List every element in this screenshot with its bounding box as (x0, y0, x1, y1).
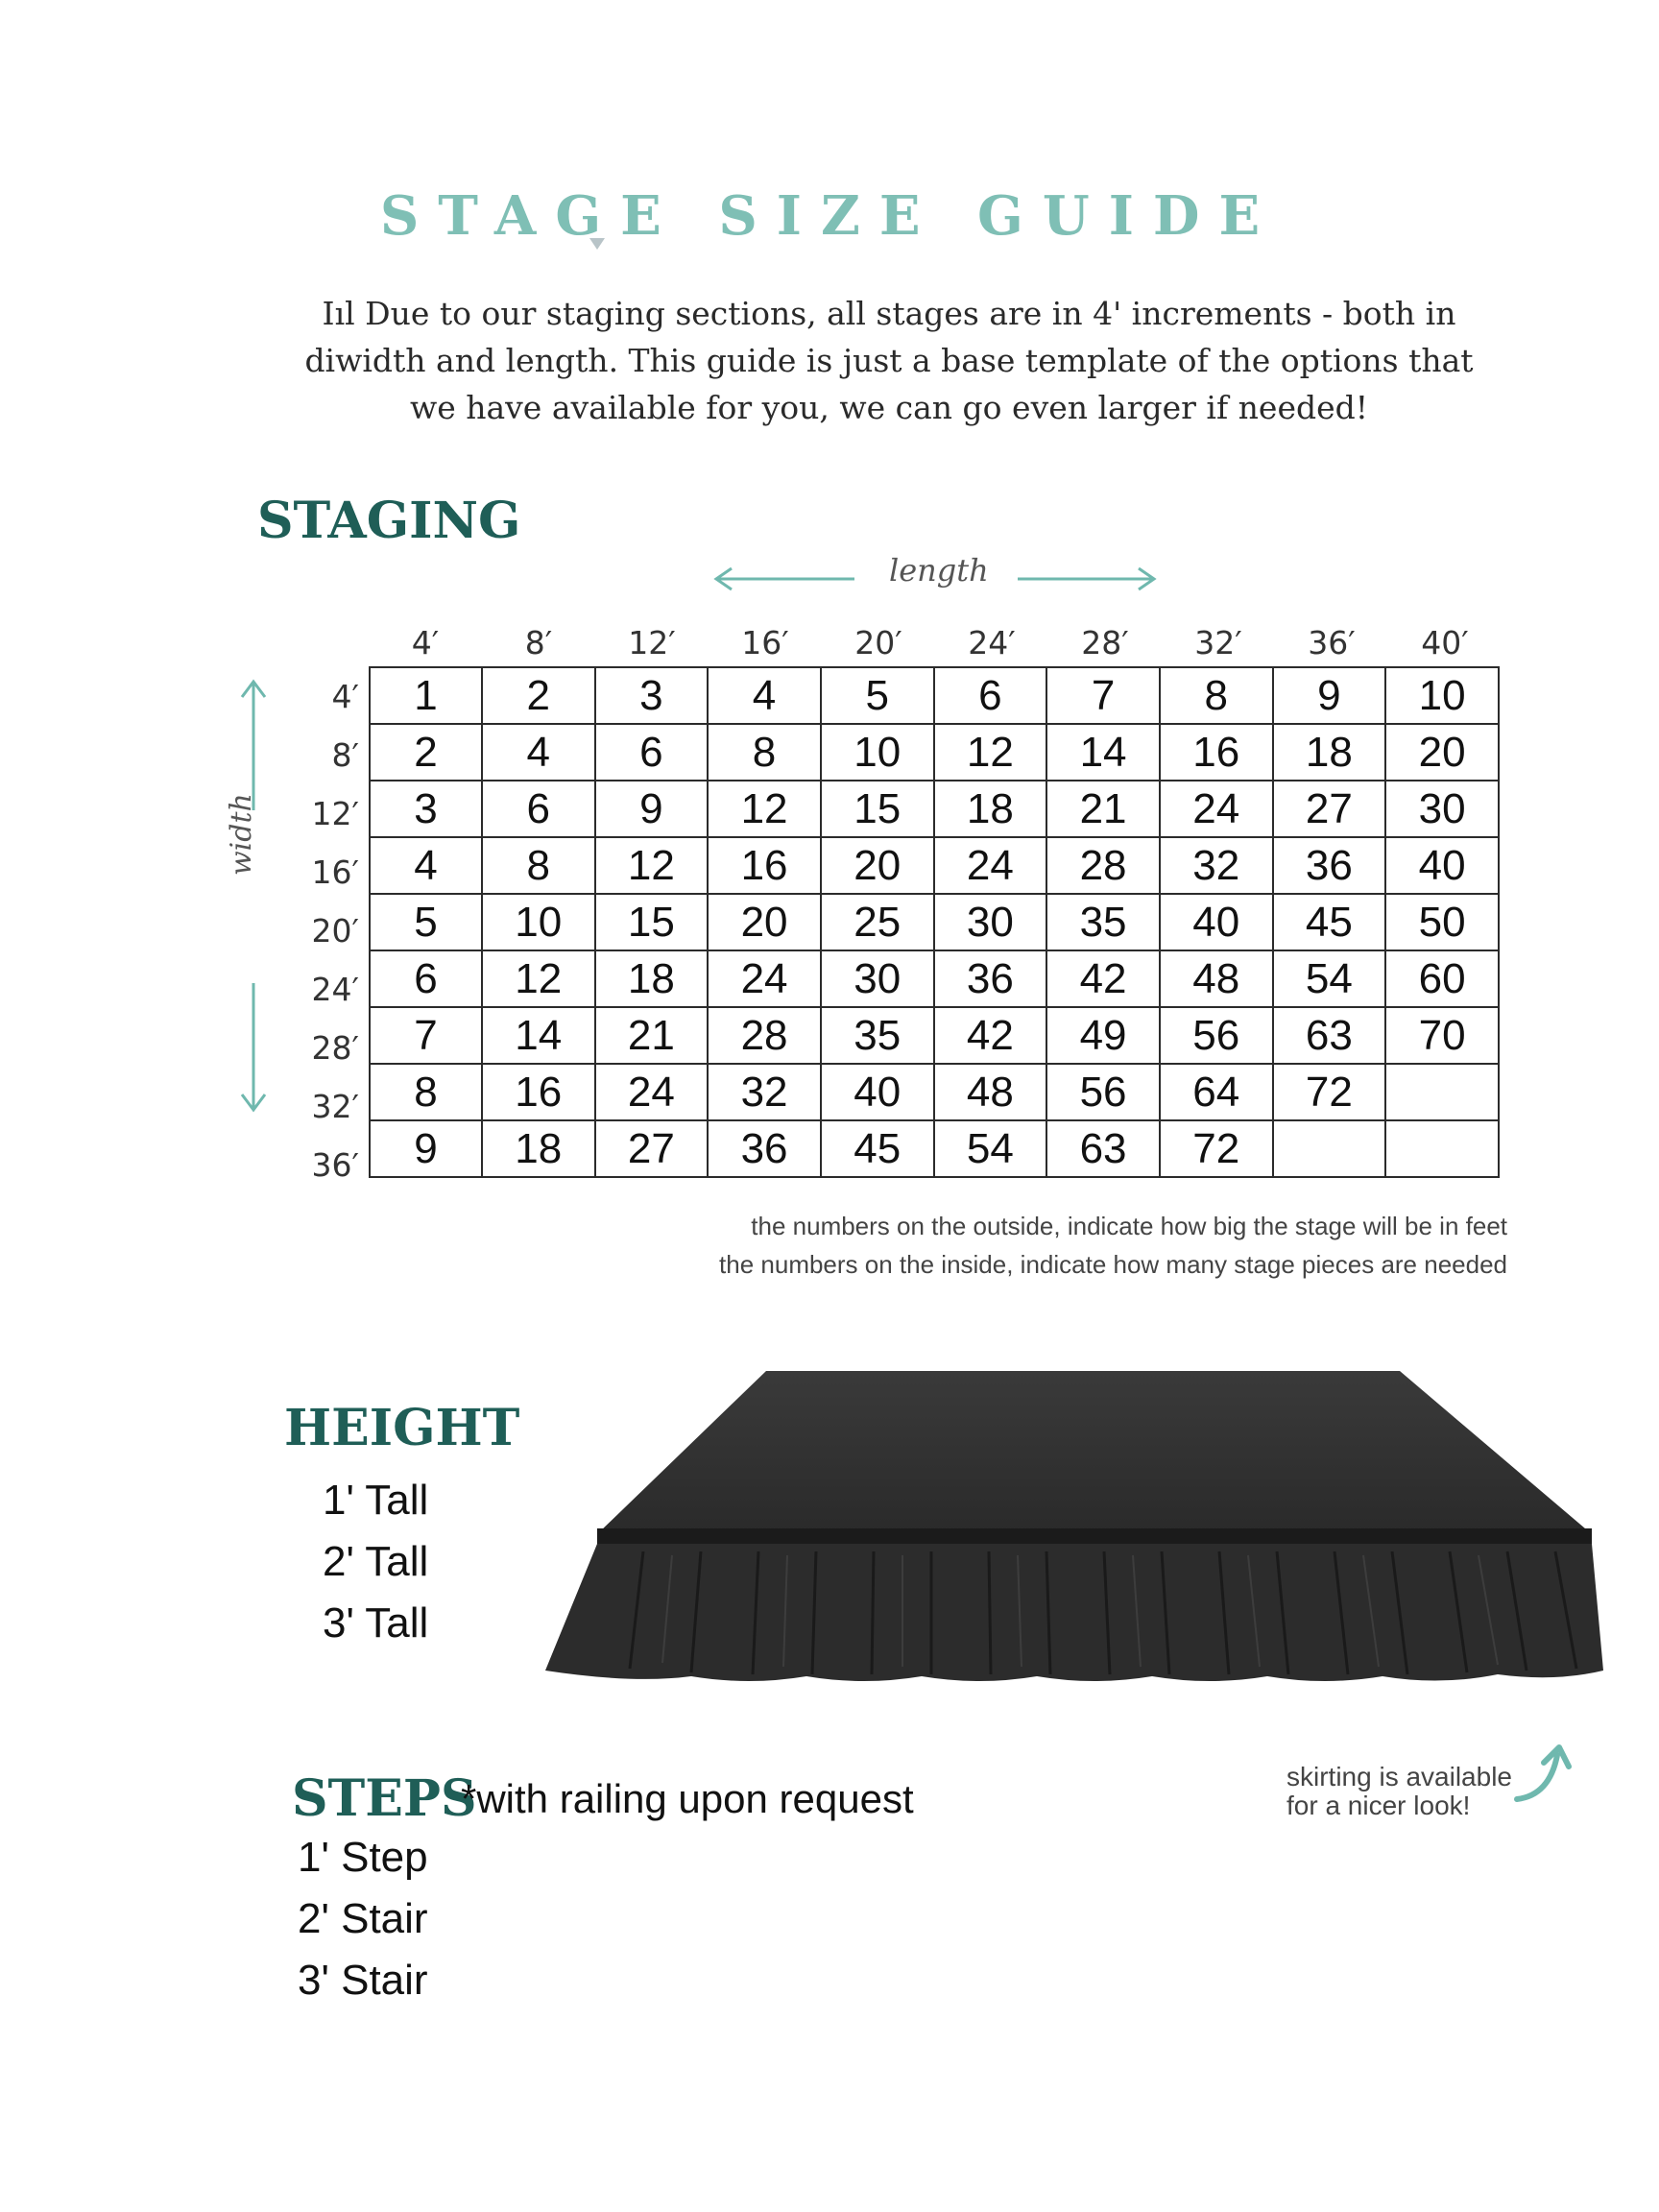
note-outside: the numbers on the outside, indicate how big the stage will be in feet (751, 1212, 1507, 1240)
table-row (370, 724, 1499, 781)
height-item: 1' Tall (323, 1477, 429, 1524)
table-row (370, 894, 1499, 950)
table-cell: 49 (1046, 1007, 1160, 1064)
table-cell: 24 (1160, 781, 1273, 837)
table-row (370, 781, 1499, 837)
table-cell: 24 (934, 837, 1047, 894)
row-label: 12′ (311, 795, 359, 832)
table-cell: 24 (595, 1064, 709, 1120)
table-cell: 18 (1273, 724, 1386, 781)
table-cell: 20 (708, 894, 821, 950)
table-cell (1273, 1120, 1386, 1177)
table-cell: 35 (821, 1007, 934, 1064)
table-cell: 54 (1273, 950, 1386, 1007)
column-label: 28′ (1081, 624, 1129, 661)
column-label: 32′ (1194, 624, 1242, 661)
row-label: 36′ (311, 1146, 359, 1184)
length-label: length (889, 552, 989, 589)
row-label: 32′ (311, 1088, 359, 1125)
table-cell: 50 (1385, 894, 1499, 950)
curved-arrow-icon (1509, 1740, 1576, 1807)
table-cell: 10 (1385, 667, 1499, 724)
width-label: width (225, 793, 258, 876)
table-cell: 8 (370, 1064, 482, 1120)
staging-heading: STAGING (257, 492, 521, 550)
column-label: 20′ (854, 624, 902, 661)
table-cell: 15 (595, 894, 709, 950)
table-cell: 6 (482, 781, 595, 837)
table-cell: 60 (1385, 950, 1499, 1007)
table-cell: 45 (1273, 894, 1386, 950)
table-cell: 72 (1273, 1064, 1386, 1120)
table-cell: 20 (1385, 724, 1499, 781)
table-row (370, 1120, 1499, 1177)
table-cell: 16 (1160, 724, 1273, 781)
row-label: 8′ (331, 736, 359, 774)
table-cell: 12 (934, 724, 1047, 781)
table-cell: 27 (1273, 781, 1386, 837)
table-cell: 40 (1160, 894, 1273, 950)
table-cell: 63 (1046, 1120, 1160, 1177)
row-label: 16′ (311, 854, 359, 891)
table-cell: 21 (595, 1007, 709, 1064)
table-cell: 3 (595, 667, 709, 724)
table-cell: 4 (482, 724, 595, 781)
height-item: 2' Tall (323, 1538, 429, 1585)
table-cell: 15 (821, 781, 934, 837)
skirting-note-line: skirting is available (1286, 1762, 1512, 1791)
table-cell: 9 (1273, 667, 1386, 724)
table-cell: 36 (1273, 837, 1386, 894)
steps-item: 2' Stair (298, 1895, 428, 1942)
table-cell: 18 (482, 1120, 595, 1177)
table-cell: 12 (595, 837, 709, 894)
table-cell: 30 (1385, 781, 1499, 837)
table-cell: 3 (370, 781, 482, 837)
table-cell: 2 (370, 724, 482, 781)
steps-item: 1' Step (298, 1834, 428, 1881)
skirting-note (1286, 1763, 1512, 1820)
table-row (370, 837, 1499, 894)
table-cell: 25 (821, 894, 934, 950)
table-cell: 4 (370, 837, 482, 894)
table-cell: 12 (482, 950, 595, 1007)
intro-text: Iıl Due to our staging sections, all stages are in 4' increments - both in diwidth and length. This guide is just a base template of the options that we have available for you, we can go even larger if needed! (304, 295, 1474, 426)
table-cell: 8 (1160, 667, 1273, 724)
column-label: 16′ (741, 624, 789, 661)
stage-size-table (369, 666, 1500, 1178)
table-cell: 5 (821, 667, 934, 724)
table-cell: 30 (934, 894, 1047, 950)
table-cell: 56 (1046, 1064, 1160, 1120)
table-cell: 8 (482, 837, 595, 894)
table-cell: 20 (821, 837, 934, 894)
column-label: 12′ (628, 624, 676, 661)
table-cell: 5 (370, 894, 482, 950)
table-cell: 9 (370, 1120, 482, 1177)
caret-down-icon (589, 238, 605, 250)
table-cell: 7 (370, 1007, 482, 1064)
table-row (370, 950, 1499, 1007)
table-cell: 42 (934, 1007, 1047, 1064)
table-cell (1385, 1120, 1499, 1177)
table-cell: 42 (1046, 950, 1160, 1007)
table-cell: 1 (370, 667, 482, 724)
column-label: 40′ (1421, 624, 1469, 661)
table-row (370, 667, 1499, 724)
table-cell: 32 (1160, 837, 1273, 894)
table-cell: 36 (934, 950, 1047, 1007)
table-cell: 4 (708, 667, 821, 724)
steps-item: 3' Stair (298, 1957, 428, 2004)
table-cell: 10 (482, 894, 595, 950)
table-row (370, 1064, 1499, 1120)
table-cell: 45 (821, 1120, 934, 1177)
table-cell: 6 (934, 667, 1047, 724)
row-label: 24′ (311, 971, 359, 1008)
column-label: 24′ (968, 624, 1016, 661)
column-label: 8′ (524, 624, 553, 661)
table-cell: 40 (821, 1064, 934, 1120)
table-cell: 36 (708, 1120, 821, 1177)
height-heading: HEIGHT (284, 1399, 520, 1457)
page-title: STAGE SIZE GUIDE (379, 184, 1280, 248)
table-cell: 8 (708, 724, 821, 781)
table-cell: 12 (708, 781, 821, 837)
table-cell: 2 (482, 667, 595, 724)
table-cell: 7 (1046, 667, 1160, 724)
table-cell: 21 (1046, 781, 1160, 837)
table-cell: 56 (1160, 1007, 1273, 1064)
table-cell: 10 (821, 724, 934, 781)
table-cell: 63 (1273, 1007, 1386, 1064)
table-cell: 27 (595, 1120, 709, 1177)
steps-heading: STEPS (292, 1769, 477, 1828)
table-cell: 70 (1385, 1007, 1499, 1064)
table-cell: 6 (595, 724, 709, 781)
table-cell: 64 (1160, 1064, 1273, 1120)
table-cell: 14 (482, 1007, 595, 1064)
skirting-note-line: for a nicer look! (1286, 1791, 1471, 1820)
row-label: 28′ (311, 1029, 359, 1067)
table-cell: 24 (708, 950, 821, 1007)
stage-illustration (538, 1363, 1623, 1728)
row-label: 20′ (311, 912, 359, 950)
steps-railing-note: *with railing upon request (461, 1776, 914, 1821)
column-label: 4′ (411, 624, 440, 661)
table-cell: 40 (1385, 837, 1499, 894)
table-cell: 16 (482, 1064, 595, 1120)
table-cell: 28 (1046, 837, 1160, 894)
table-cell: 48 (1160, 950, 1273, 1007)
table-row (370, 1007, 1499, 1064)
table-cell: 48 (934, 1064, 1047, 1120)
table-cell: 30 (821, 950, 934, 1007)
table-cell: 6 (370, 950, 482, 1007)
table-cell: 35 (1046, 894, 1160, 950)
table-cell: 9 (595, 781, 709, 837)
column-label: 36′ (1308, 624, 1356, 661)
table-cell (1385, 1064, 1499, 1120)
table-cell: 16 (708, 837, 821, 894)
table-cell: 72 (1160, 1120, 1273, 1177)
row-label: 4′ (331, 678, 359, 715)
table-cell: 32 (708, 1064, 821, 1120)
height-item: 3' Tall (323, 1599, 429, 1647)
table-cell: 28 (708, 1007, 821, 1064)
table-cell: 14 (1046, 724, 1160, 781)
table-cell: 18 (595, 950, 709, 1007)
table-cell: 54 (934, 1120, 1047, 1177)
note-inside: the numbers on the inside, indicate how many stage pieces are needed (719, 1250, 1507, 1279)
width-arrow-icon (236, 676, 271, 1118)
table-cell: 18 (934, 781, 1047, 837)
